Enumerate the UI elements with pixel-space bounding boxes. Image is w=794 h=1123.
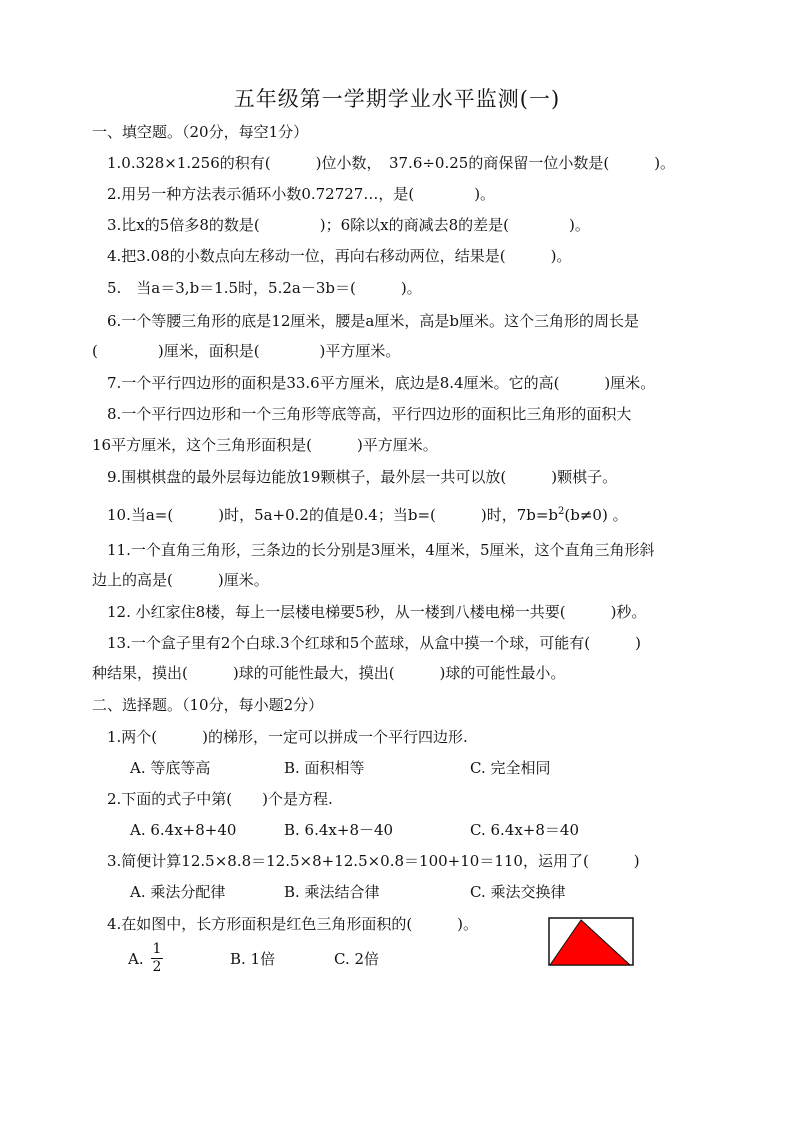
fraction-one-half [151, 942, 163, 975]
choice-4-option-c[interactable]: C. 2倍 [334, 950, 380, 968]
fill-question-1: 1.0.328×1.256的积有( )位小数， 37.6÷0.25的商保留一位小数是( )。 [107, 154, 676, 172]
choice-1-option-c[interactable]: C. 完全相同 [470, 759, 551, 777]
choice-3-option-a[interactable]: A. 乘法分配律 [130, 883, 226, 901]
choice-question-2: 2.下面的式子中第( )个是方程. [107, 790, 333, 808]
fraction-denominator: 2 [152, 959, 162, 975]
choice-4-option-a-label[interactable]: A. [128, 950, 144, 968]
fraction-numerator: 1 [152, 941, 162, 957]
fill-question-8-line1: 8.一个平行四边形和一个三角形等底等高，平行四边形的面积比三角形的面积大 [107, 405, 632, 423]
choice-3-option-c[interactable]: C. 乘法交换律 [470, 883, 566, 901]
choice-4-option-b[interactable]: B. 1倍 [230, 950, 276, 968]
fill-question-8-line2: 16平方厘米，这个三角形面积是( )平方厘米。 [92, 436, 438, 454]
choice-1-option-b[interactable]: B. 面积相等 [284, 759, 365, 777]
fill-question-12: 12. 小红家住8楼，每上一层楼电梯要5秒，从一楼到八楼电梯一共要( )秒。 [107, 603, 647, 621]
fill-question-2: 2.用另一种方法表示循环小数0.72727…，是( )。 [107, 185, 496, 203]
fill-question-9: 9.围棋棋盘的最外层每边能放19颗棋子，最外层一共可以放( )颗棋子。 [107, 468, 618, 486]
fill-question-10-condition: (b≠0) 。 [564, 506, 628, 524]
choice-question-1: 1.两个( )的梯形，一定可以拼成一个平行四边形. [107, 728, 468, 746]
fill-question-11-line1: 11.一个直角三角形，三条边的长分别是3厘米，4厘米，5厘米，这个直角三角形斜 [107, 541, 655, 559]
fill-question-10-text: 10.当a=( )时，5a+0.2的值是0.4；当b=( )时，7b=b [107, 506, 559, 524]
fill-question-3: 3.比x的5倍多8的数是( )；6除以x的商减去8的差是( )。 [107, 216, 590, 234]
choice-2-option-a[interactable]: A. 6.4x+8+40 [130, 821, 237, 839]
fill-question-7: 7.一个平行四边形的面积是33.6平方厘米，底边是8.4厘米。它的高( )厘米。 [107, 374, 656, 392]
fill-question-10 [107, 504, 628, 526]
fill-question-13-line2: 种结果，摸出( )球的可能性最大，摸出( )球的可能性最小。 [92, 664, 566, 682]
fill-question-4: 4.把3.08的小数点向左移动一位，再向右移动两位，结果是( )。 [107, 247, 572, 265]
fill-question-6-line1: 6.一个等腰三角形的底是12厘米，腰是a厘米，高是b厘米。这个三角形的周长是 [107, 312, 639, 330]
fill-question-13-line1: 13.一个盒子里有2个白球.3个红球和5个蓝球，从盒中摸一个球，可能有( ) [107, 634, 641, 652]
rectangle-triangle-figure [548, 917, 634, 967]
choice-question-3: 3.简便计算12.5×8.8＝12.5×8+12.5×0.8＝100+10＝110，运用了( ) [107, 852, 640, 870]
page-title: 五年级第一学期学业水平监测(一) [233, 87, 561, 111]
section2-heading: 二、选择题。（10分，每小题2分） [92, 696, 324, 714]
choice-3-option-b[interactable]: B. 乘法结合律 [284, 883, 380, 901]
fill-question-5: 5. 当a＝3,b＝1.5时，5.2a－3b＝( )。 [107, 279, 422, 297]
fill-question-6-line2: ( )厘米，面积是( )平方厘米。 [92, 342, 401, 360]
fill-question-11-line2: 边上的高是( )厘米。 [92, 571, 269, 589]
exponent: 2 [558, 506, 565, 517]
choice-2-option-c[interactable]: C. 6.4x+8＝40 [470, 821, 579, 839]
choice-question-4: 4.在如图中，长方形面积是红色三角形面积的( )。 [107, 915, 479, 933]
choice-2-option-b[interactable]: B. 6.4x+8－40 [284, 821, 394, 839]
section1-heading: 一、填空题。（20分，每空1分） [92, 123, 309, 141]
choice-1-option-a[interactable]: A. 等底等高 [130, 759, 211, 777]
